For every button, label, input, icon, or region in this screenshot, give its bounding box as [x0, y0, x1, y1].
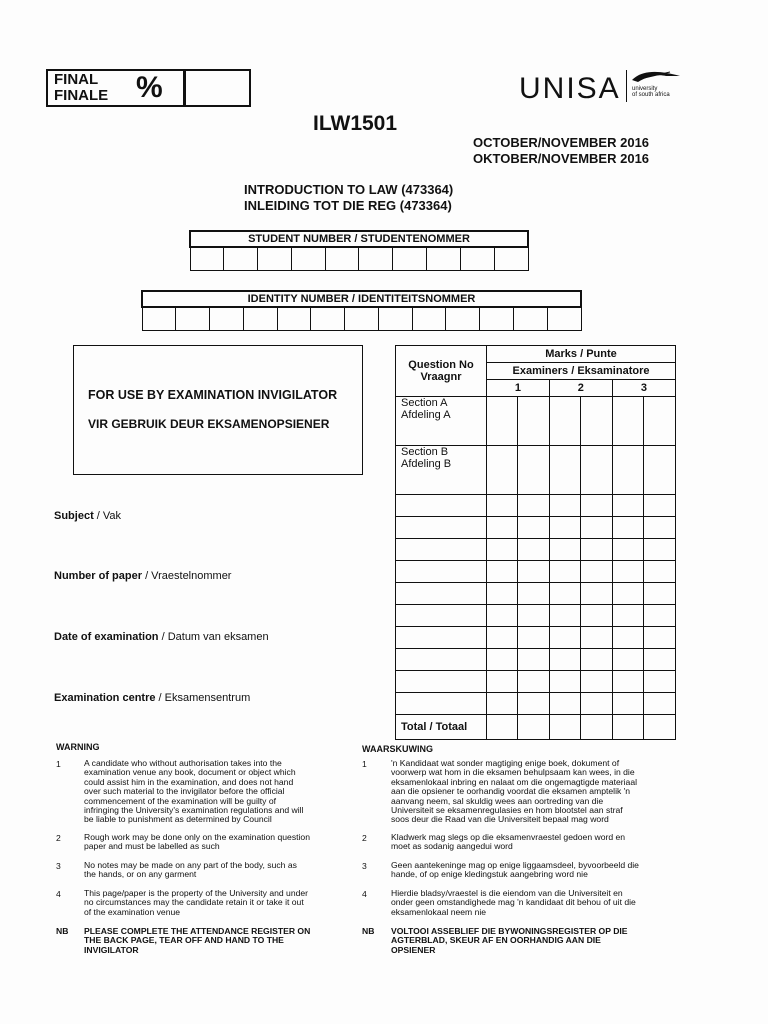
marks-row	[396, 561, 676, 583]
field-exam-centre	[54, 692, 250, 704]
field-paper-number-en: Number of paper	[54, 570, 143, 582]
mark-cell[interactable]	[581, 517, 612, 539]
identity-number-cell[interactable]	[142, 307, 176, 331]
marks-table	[395, 345, 676, 740]
warning-line: no circumstances may the candidate retain it or take it out	[84, 897, 304, 908]
warning-line: paper and must be labelled as such	[84, 841, 220, 852]
course-title-af: INLEIDING TOT DIE REG (473364)	[244, 198, 452, 213]
mark-cell[interactable]	[518, 561, 549, 583]
mark-cell[interactable]	[581, 693, 612, 715]
logo-sub-line1: university	[632, 86, 658, 92]
mark-cell[interactable]	[612, 671, 643, 693]
marks-row	[396, 627, 676, 649]
warning-heading: WARNING	[56, 742, 100, 752]
question-header-en: Question No	[408, 359, 474, 371]
identity-number-cell[interactable]	[513, 307, 547, 331]
student-number-cell[interactable]	[224, 247, 258, 271]
student-number-cell[interactable]	[426, 247, 460, 271]
warning-line: commencement of the examination will be guilty of	[84, 795, 277, 806]
warning-item-number: 1	[362, 759, 367, 769]
examiner-col-3: 3	[612, 380, 675, 397]
mark-cell[interactable]	[487, 517, 518, 539]
final-label	[54, 72, 108, 104]
final-label-af: FINALE	[54, 87, 109, 104]
nb-label: NB	[56, 926, 69, 936]
unisa-logo-text: UNISA	[519, 72, 621, 105]
nb-line: AGTERBLAD, SKEUR AF EN OORHANDIG AAN DIE	[391, 935, 601, 946]
warning-line: infringing the University's examination regulations and will	[84, 805, 304, 816]
mark-cell[interactable]	[518, 693, 549, 715]
invigilator-label-af: VIR GEBRUIK DEUR EKSAMENOPSIENER	[88, 417, 330, 431]
mark-cell[interactable]	[644, 693, 676, 715]
question-cell	[396, 495, 487, 517]
mark-cell[interactable]	[487, 397, 518, 446]
question-cell	[396, 627, 487, 649]
mark-cell[interactable]	[644, 715, 676, 740]
invigilator-box	[73, 345, 363, 475]
invigilator-label-en: FOR USE BY EXAMINATION INVIGILATOR	[88, 388, 338, 402]
mark-cell[interactable]	[612, 495, 643, 517]
mark-cell[interactable]	[518, 397, 549, 446]
mark-cell[interactable]	[549, 693, 580, 715]
identity-number-cell[interactable]	[446, 307, 480, 331]
warning-line: eksamenlokaal inbring en nalaat om die ongemagtigde materiaal	[391, 776, 638, 787]
warning-item-text	[84, 833, 310, 852]
warning-item-text	[391, 861, 639, 880]
mark-cell[interactable]	[644, 627, 676, 649]
mark-cell[interactable]	[581, 671, 612, 693]
warning-line: onder geen omstandighede mag 'n kandidaat dit behou of uit die	[391, 897, 636, 908]
question-label: Section B	[401, 446, 449, 458]
marks-row	[396, 693, 676, 715]
warning-line: be liable to punishment as determined by Council	[84, 814, 272, 825]
percent-symbol: %	[136, 71, 163, 104]
mark-cell[interactable]	[612, 446, 643, 495]
mark-cell[interactable]	[549, 583, 580, 605]
mark-cell[interactable]	[581, 605, 612, 627]
mark-cell[interactable]	[549, 539, 580, 561]
question-cell	[396, 671, 487, 693]
mark-cell[interactable]	[644, 583, 676, 605]
mark-cell[interactable]	[518, 446, 549, 495]
final-label-en: FINAL	[54, 71, 99, 88]
mark-cell[interactable]	[518, 605, 549, 627]
question-label: Afdeling B	[401, 458, 452, 470]
question-cell	[396, 693, 487, 715]
exam-date-af: OKTOBER/NOVEMBER 2016	[473, 151, 650, 166]
warning-line: No notes may be made on any part of the body, such as	[84, 860, 297, 870]
question-cell	[396, 397, 487, 446]
mark-cell[interactable]	[549, 446, 580, 495]
examiners-header: Examiners / Eksaminatore	[487, 363, 676, 380]
question-cell	[396, 605, 487, 627]
identity-number-cell[interactable]	[176, 307, 210, 331]
student-number-cell[interactable]	[258, 247, 292, 271]
mark-cell[interactable]	[644, 397, 676, 446]
marks-header: Marks / Punte	[487, 346, 676, 363]
mark-cell[interactable]	[644, 539, 676, 561]
mark-cell[interactable]	[518, 517, 549, 539]
mark-cell[interactable]	[487, 671, 518, 693]
logo-sub-line2: of south africa	[632, 92, 670, 98]
warning-line: examination venue any book, document or object which	[84, 767, 296, 778]
mark-cell[interactable]	[549, 397, 580, 446]
marks-row	[396, 495, 676, 517]
warning-line: hande, of op enige kledingstuk aangebring word nie	[391, 869, 588, 880]
marks-row	[396, 539, 676, 561]
mark-cell[interactable]	[518, 715, 549, 740]
warning-line: of the examination venue	[84, 906, 181, 917]
mark-cell[interactable]	[612, 583, 643, 605]
nb-line: INVIGILATOR	[84, 944, 139, 955]
student-number-cell[interactable]	[190, 247, 224, 271]
nb-line: THE BACK PAGE, TEAR OFF AND HAND TO THE	[84, 935, 284, 946]
identity-number-cell[interactable]	[378, 307, 412, 331]
warning-line: Kladwerk mag slegs op die eksamenvraestel gedoen word en	[391, 832, 626, 842]
warning-item-number: 3	[56, 861, 61, 871]
question-cell	[396, 539, 487, 561]
mark-cell[interactable]	[487, 539, 518, 561]
warning-item-text	[391, 889, 636, 917]
warning-item-number: 2	[362, 833, 367, 843]
question-cell	[396, 583, 487, 605]
mark-cell[interactable]	[549, 715, 580, 740]
mark-cell[interactable]	[612, 561, 643, 583]
question-label: Afdeling A	[401, 409, 451, 421]
question-cell	[396, 649, 487, 671]
warning-line: soos deur die Raad van die Universiteit bepaal mag word	[391, 814, 609, 825]
mark-cell[interactable]	[518, 539, 549, 561]
warning-item-number: 4	[362, 889, 367, 899]
warning-item-text	[391, 833, 625, 852]
student-number-label: STUDENT NUMBER / STUDENTENOMMER	[190, 231, 528, 247]
mark-cell[interactable]	[487, 627, 518, 649]
identity-number-cell[interactable]	[480, 307, 514, 331]
warning-line: Universiteit se eksamenregulasies en hom blootstel aan straf	[391, 805, 623, 816]
mark-cell[interactable]	[518, 627, 549, 649]
mark-cell[interactable]	[644, 495, 676, 517]
field-subject-en: Subject	[54, 510, 94, 522]
unisa-bird-icon	[630, 68, 682, 86]
mark-cell[interactable]	[644, 446, 676, 495]
nb-line: OPSIENER	[391, 944, 436, 955]
question-cell	[396, 517, 487, 539]
mark-cell[interactable]	[549, 605, 580, 627]
mark-cell[interactable]	[549, 649, 580, 671]
warning-line: aan die opsiener te oorhandig voordat die eksamen amptelik 'n	[391, 786, 631, 797]
mark-cell[interactable]	[612, 715, 643, 740]
marks-row	[396, 605, 676, 627]
warning-line: 'n Kandidaat wat sonder magtiging enige boek, dokument of	[391, 758, 620, 768]
mark-cell[interactable]	[644, 671, 676, 693]
identity-number-cell[interactable]	[311, 307, 345, 331]
warning-line: could assist him in the examination, and does not hand	[84, 776, 294, 787]
mark-cell[interactable]	[549, 627, 580, 649]
identity-number-cell[interactable]	[210, 307, 244, 331]
mark-cell[interactable]	[612, 397, 643, 446]
mark-cell[interactable]	[487, 693, 518, 715]
warning-line: Hierdie bladsy/vraestel is die eiendom van die Universiteit en	[391, 888, 623, 898]
warning-line: Geen aantekeninge mag op enige liggaamsdeel, byvoorbeeld die	[391, 860, 639, 870]
mark-cell[interactable]	[549, 561, 580, 583]
identity-number-cell[interactable]	[277, 307, 311, 331]
warning-line: This page/paper is the property of the University and under	[84, 888, 309, 898]
marks-row	[396, 397, 676, 446]
question-label: Total / Totaal	[401, 721, 468, 733]
mark-cell[interactable]	[487, 715, 518, 740]
logo-subtitle	[632, 86, 670, 98]
mark-cell[interactable]	[518, 583, 549, 605]
warning-line: Rough work may be done only on the examination question	[84, 832, 310, 842]
mark-cell[interactable]	[581, 627, 612, 649]
warning-line: the hands, or on any garment	[84, 869, 197, 880]
mark-cell[interactable]	[581, 583, 612, 605]
field-exam-date-af: / Datum van eksamen	[158, 631, 269, 643]
identity-number-cell[interactable]	[243, 307, 277, 331]
mark-cell[interactable]	[487, 495, 518, 517]
student-number-cell[interactable]	[393, 247, 427, 271]
logo-divider	[626, 70, 627, 102]
student-number-cell[interactable]	[325, 247, 359, 271]
field-paper-number	[54, 570, 231, 582]
mark-cell[interactable]	[581, 649, 612, 671]
warning-line: voorwerp wat hom in die eksamen behulpsaam kan wees, in die	[391, 767, 635, 778]
mark-cell[interactable]	[487, 649, 518, 671]
question-cell	[396, 715, 487, 740]
nb-text	[391, 927, 628, 955]
field-subject	[54, 510, 121, 522]
warning-line: over such material to the invigilator before the official	[84, 786, 285, 797]
nb-line: VOLTOOI ASSEBLIEF DIE BYWONINGSREGISTER OP DIE	[391, 926, 628, 936]
marks-row	[396, 649, 676, 671]
mark-cell[interactable]	[581, 539, 612, 561]
warning-line: aanvang neem, sal skuldig wees aan oortreding van die	[391, 795, 604, 806]
mark-cell[interactable]	[644, 561, 676, 583]
warning-item-text	[391, 759, 637, 825]
mark-cell[interactable]	[518, 649, 549, 671]
mark-cell[interactable]	[644, 649, 676, 671]
mark-cell[interactable]	[581, 446, 612, 495]
student-number-cell[interactable]	[359, 247, 393, 271]
mark-cell[interactable]	[487, 605, 518, 627]
warning-item-text	[84, 861, 297, 880]
mark-cell[interactable]	[581, 561, 612, 583]
warning-line: moet as sodanig aangedui word	[391, 841, 513, 852]
warning-item-number: 2	[56, 833, 61, 843]
student-number-grid	[189, 230, 529, 271]
field-exam-date	[54, 631, 269, 643]
mark-cell[interactable]	[612, 693, 643, 715]
warning-item-number: 3	[362, 861, 367, 871]
mark-cell[interactable]	[487, 583, 518, 605]
course-title-en: INTRODUCTION TO LAW (473364)	[244, 182, 454, 197]
student-number-cell[interactable]	[494, 247, 528, 271]
field-subject-af: / Vak	[93, 510, 122, 522]
question-cell	[396, 446, 487, 495]
mark-cell[interactable]	[487, 446, 518, 495]
question-cell	[396, 561, 487, 583]
exam-date-en: OCTOBER/NOVEMBER 2016	[473, 135, 650, 150]
field-paper-number-af: / Vraestelnommer	[142, 570, 232, 582]
nb-label: NB	[362, 926, 375, 936]
identity-number-label: IDENTITY NUMBER / IDENTITEITSNOMMER	[142, 291, 581, 307]
final-mark-box	[46, 69, 251, 107]
final-box-divider	[183, 71, 186, 105]
warning-item-text	[84, 759, 303, 825]
mark-cell[interactable]	[612, 649, 643, 671]
nb-text	[84, 927, 310, 955]
mark-cell[interactable]	[549, 517, 580, 539]
marks-row	[396, 671, 676, 693]
student-number-cell[interactable]	[291, 247, 325, 271]
identity-number-cell[interactable]	[345, 307, 379, 331]
mark-cell[interactable]	[612, 627, 643, 649]
marks-row	[396, 715, 676, 740]
question-label: Section A	[401, 397, 448, 409]
mark-cell[interactable]	[581, 397, 612, 446]
mark-cell[interactable]	[518, 495, 549, 517]
examiner-col-2: 2	[549, 380, 612, 397]
identity-number-cell[interactable]	[547, 307, 581, 331]
mark-cell[interactable]	[612, 605, 643, 627]
warning-item-number: 4	[56, 889, 61, 899]
mark-cell[interactable]	[487, 561, 518, 583]
field-exam-date-en: Date of examination	[54, 631, 159, 643]
mark-cell[interactable]	[612, 539, 643, 561]
warning-item-number: 1	[56, 759, 61, 769]
marks-row	[396, 446, 676, 495]
warning-item-text	[84, 889, 308, 917]
identity-number-grid	[141, 290, 582, 331]
nb-line: PLEASE COMPLETE THE ATTENDANCE REGISTER ON	[84, 926, 311, 936]
mark-cell[interactable]	[581, 495, 612, 517]
mark-cell[interactable]	[644, 517, 676, 539]
course-code: ILW1501	[313, 112, 398, 135]
mark-cell[interactable]	[581, 715, 612, 740]
mark-cell[interactable]	[549, 671, 580, 693]
question-header-af: Vraagnr	[420, 371, 462, 383]
mark-cell[interactable]	[518, 671, 549, 693]
examiner-col-1: 1	[487, 380, 550, 397]
identity-number-cell[interactable]	[412, 307, 446, 331]
mark-cell[interactable]	[644, 605, 676, 627]
mark-cell[interactable]	[549, 495, 580, 517]
student-number-cell[interactable]	[460, 247, 494, 271]
mark-cell[interactable]	[612, 517, 643, 539]
field-exam-centre-en: Examination centre	[54, 692, 156, 704]
warning-line: A candidate who without authorisation takes into the	[84, 758, 282, 768]
question-number-header	[396, 346, 487, 397]
waarskuwing-heading: WAARSKUWING	[362, 744, 433, 754]
warning-line: eksamenlokaal neem nie	[391, 906, 487, 917]
marks-row	[396, 583, 676, 605]
marks-row	[396, 517, 676, 539]
field-exam-centre-af: / Eksamensentrum	[155, 692, 251, 704]
